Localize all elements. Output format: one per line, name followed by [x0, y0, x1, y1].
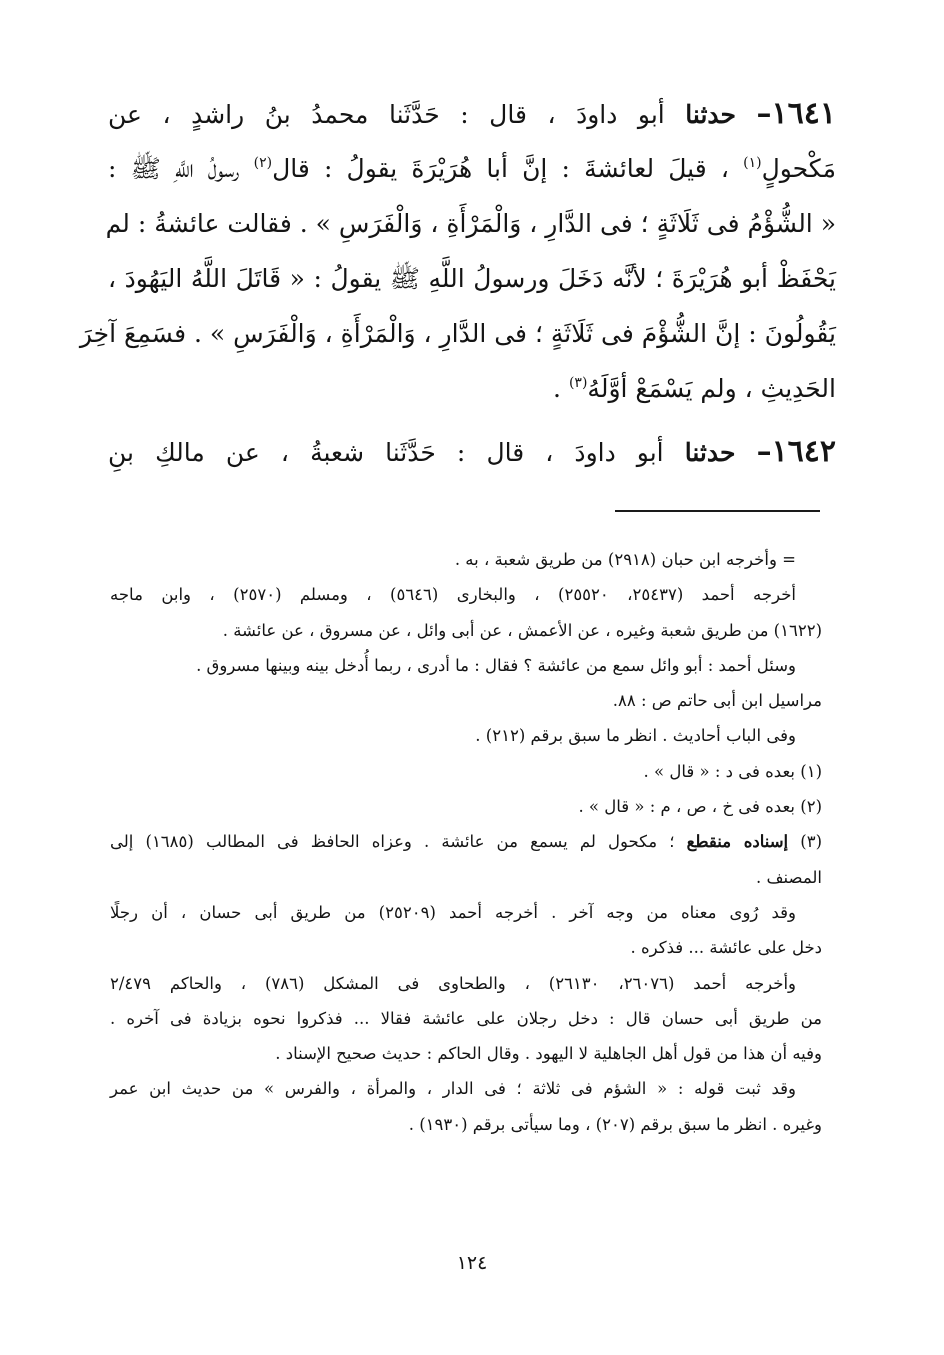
- note-line: وقد ثبت قوله : « الشؤم فى ثلاثة ؛ فى الدار ، والمرأة ، والفرس » من حديث ابن عمر: [110, 1079, 796, 1099]
- footnote-1: (١) بعده فى د : « قال » .: [643, 761, 822, 781]
- hadith-1641-line-4: يَحْفَظْ أبو هُرَيْرَةَ ؛ لأنَّه دَخَلَ ورسولُ اللَّهِ ﷺ يقولُ : « قَاتَلَ اللَّهُ اليَهُودَ ،: [108, 264, 836, 293]
- note-line: من طريق أبى حسان قال : دخل رجلان على عائشة فقالا ... فذكروا نحوه بزيادة فى آخره .: [110, 1008, 822, 1028]
- note-line: مراسيل ابن أبى حاتم ص : ٨٨.: [612, 691, 822, 711]
- page-number: ١٢٤: [456, 1252, 488, 1274]
- footnote-3: (٣) إسناده منقطع ؛ مكحول لم يسمع من عائشة . وعزاه الحافظ فى المطالب (١٦٨٥) إلى: [110, 832, 823, 852]
- note-line: دخل على عائشة ... فذكره .: [630, 938, 822, 958]
- footnotes: [110, 542, 822, 1142]
- hadith-1641-line-2: مَكْحولٍ$^{(١)}$ ، قيلَ لعائشةَ : إنَّ أبا هُرَيْرَةَ يقولُ : قال$^{(٢)}$ رسولُ اللَّهِ ﷺ :: [108, 154, 836, 183]
- hadith-lead-word: حدثنا: [685, 100, 736, 129]
- footnote-mark-2: (٢): [253, 155, 273, 171]
- hadith-lead-word: حدثنا: [684, 438, 736, 467]
- note-line: = وأخرجه ابن حبان (٢٩١٨) من طريق شعبة ، به .: [454, 550, 796, 569]
- hadith-1642-line-1: ١٦٤٢– حدثنا أبو داودَ ، قال : حَدَّثَنا شعبةُ ، عن مالكِ بنِ: [108, 434, 837, 469]
- note-line: وقد رُوى معناه من وجه آخر . أخرجه أحمد (٢٥٢٠٩) من طريق أبى حسان ، أن رجلًا: [110, 902, 797, 922]
- note-line: وأخرجه أحمد (٢٦٠٧٦، ٢٦١٣٠) ، والطحاوى فى المشكل (٧٨٦) ، والحاكم ٢/٤٧٩: [110, 973, 797, 993]
- hadith-number: ١٦٤١–: [756, 96, 836, 131]
- hadith-1641-line-6: الحَدِيثِ ، ولم يَسْمَعْ أوَّلَهُ$^{(٣)}$ .: [553, 374, 836, 403]
- hadith-1641-line-5: يَقُولُونَ : إنَّ الشُّؤْمَ فى ثَلَاثَةٍ ؛ فى الدَّارِ ، وَالْمَرْأَةِ ، وَالْفَرَسِ » . فسَمِعَ آخِرَ: [79, 319, 836, 348]
- hadith-number: ١٦٤٢–: [756, 434, 837, 469]
- note-line: وغيره . انظر ما سبق برقم (٢٠٧) ، وما سيأتى برقم (١٩٣٠) .: [408, 1114, 822, 1134]
- footnote-mark-1: (١): [743, 155, 762, 171]
- note-line: (١٦٢٢) من طريق شعبة وغيره ، عن الأعمش ، عن أبى وائل ، عن مسروق ، عن عائشة .: [222, 620, 822, 640]
- footnote-2: (٢) بعده فى خ ، ص ، م : « قال » .: [578, 797, 822, 817]
- note-line: وفيه أن هذا من قول أهل الجاهلية لا اليهود . وقال الحاكم : حديث صحيح الإسناد .: [275, 1044, 822, 1064]
- footnote-mark-3: (٣): [568, 375, 588, 391]
- footnote-separator: [615, 510, 820, 512]
- note-line: وسئل أحمد : أبو وائل سمع من عائشة ؟ فقال : ما أدرى ، ربما أُدخل بينه وبينها مسروق .: [196, 655, 796, 675]
- hadith-1641-line-1: ١٦٤١– حدثنا أبو داودَ ، قال : حَدَّثَنا محمدُ بنُ راشدٍ ، عن: [108, 96, 836, 131]
- note-line: أخرجه أحمد (٢٥٤٣٧، ٢٥٥٢٠) ، والبخارى (٥٦٤٦) ، ومسلم (٢٥٧٠) ، وابن ماجه: [110, 585, 796, 605]
- note-line: وفى الباب أحاديث . انظر ما سبق برقم (٢١٢) .: [475, 726, 796, 746]
- hadith-1641-line-3: « الشُّؤْمُ فى ثَلَاثَةٍ ؛ فى الدَّارِ ، وَالْمَرْأَةِ ، وَالْفَرَسِ » . فقالت عائشةُ : لم: [105, 209, 836, 238]
- note-line: المصنف .: [755, 867, 822, 887]
- grading-label: إسناده منقطع: [686, 832, 789, 852]
- main-text: [79, 86, 837, 479]
